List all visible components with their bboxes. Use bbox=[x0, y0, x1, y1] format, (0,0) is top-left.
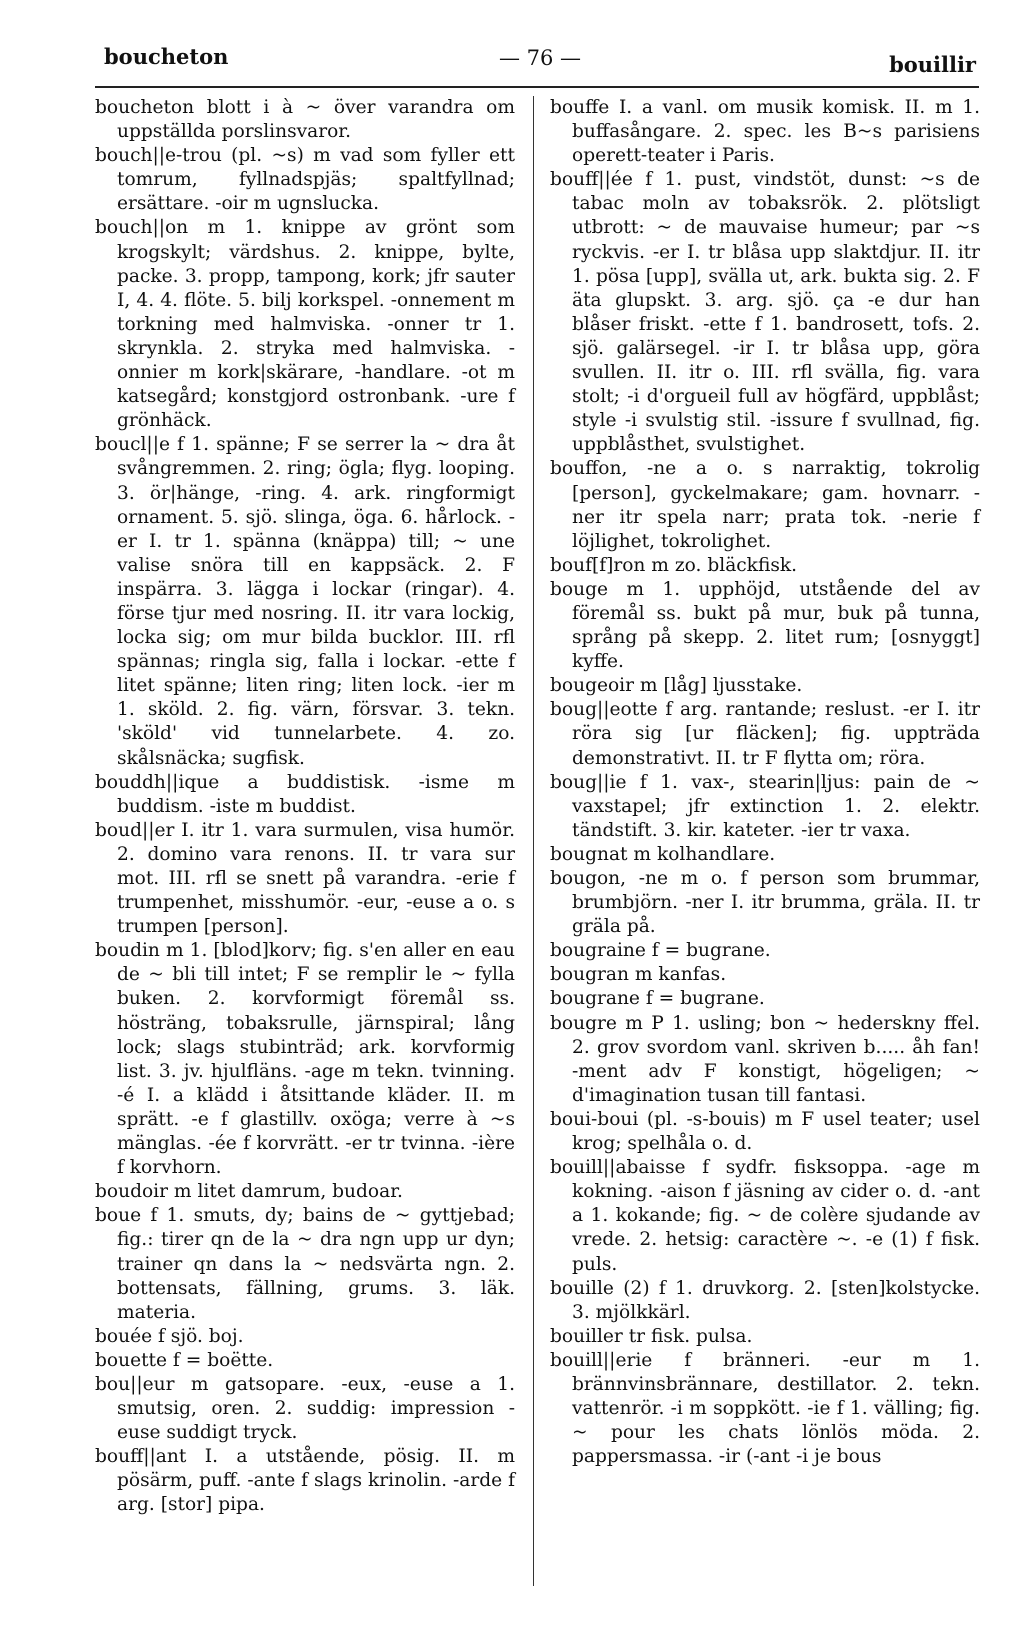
entry-bouee: bouée f sjö. boj. bbox=[95, 1325, 244, 1347]
entry-bougeotte: boug||eotte f arg. rantande; reslust. -er I. itr röra sig [ur fläcken]; fig. uppträda demonstrativt. II. tr F flytta om; röra. bbox=[550, 699, 980, 769]
entry-bougraine: bougraine f = bugrane. bbox=[550, 940, 771, 962]
left-column bbox=[95, 96, 515, 1518]
entry-bougran: bougran m kanfas. bbox=[550, 964, 727, 986]
entry-bouchon: bouch||on m 1. knippe av grönt som krogskylt; värdshus. 2. knippe, bylte, packe. 3. propp, tampong, kork; jfr sauter I, 4. 4. flöte. 5. bilj korkspel. -onnement m torkning med halmviska. -onner tr 1. skrynkla. 2. stryka med halmviska. -onnier m kork|skärare, -handlare. -ot m katsegård; konstgjord ostronbank. -ure f grönhäck. bbox=[95, 217, 515, 432]
entry-bougre: bougre m P 1. usling; bon ~ hederskny ffel. 2. grov svordom vanl. skriven b..... åh fan! -ment adv F konstigt, högeligen; ~ d'imagination tusan till fantasi. bbox=[550, 1012, 980, 1106]
entry-bouche-trou: bouch||e-trou (pl. ~s) m vad som fyller ett tomrum, fyllnadspjäs; spaltfyllnad; ersättare. -oir m ugnslucka. bbox=[95, 145, 515, 215]
entry-bouille: bouille (2) f 1. druvkorg. 2. [sten]kolstycke. 3. mjölkkärl. bbox=[550, 1277, 980, 1323]
header-rule bbox=[95, 86, 979, 88]
right-running-headword: bouillir bbox=[889, 52, 976, 77]
entry-bouge: bouge m 1. upphöjd, utstående del av föremål ss. bukt på mur, buk på tunna, språng på skepp. 2. litet rum; [osnyggt] kyffe. bbox=[550, 578, 980, 673]
entry-bougnat: bougnat m kolhandlare. bbox=[550, 843, 776, 865]
entry-bouffon: bouffon, -ne a o. s narraktig, tokrolig [person], gyckelmakare; gam. hovnarr. -ner itr spela narr; prata tok. -nerie f löjlighet, tokrolighet. bbox=[550, 458, 980, 552]
entry-bougon: bougon, -ne m o. f person som brummar, brumbjörn. -ner I. itr brumma, gräla. II. tr gräla på. bbox=[550, 868, 980, 938]
entry-bougeoir: bougeoir m [låg] ljusstake. bbox=[550, 675, 803, 697]
entry-bouiller: bouiller tr fisk. pulsa. bbox=[550, 1325, 753, 1347]
entry-bouillerie: bouill||erie f bränneri. -eur m 1. brännvinsbrännare, destillator. 2. tekn. vattenrör. -i m soppkött. -ie f 1. välling; fig. ~ pour les chats lönlös möda. 2. pappersmassa. -ir (-ant -i je bous bbox=[550, 1349, 980, 1468]
entry-bouddhique: bouddh||ique a buddistisk. -isme m buddism. -iste m buddist. bbox=[95, 771, 515, 817]
entry-boucle: boucl||e f 1. spänne; F se serrer la ~ dra åt svångremmen. 2. ring; ögla; flyg. looping. 3. ör|hänge, -ring. 4. ark. ringformigt ornament. 5. sjö. slinga, öga. 6. hårlock. -er I. tr 1. spänna (knäppa) till; ~ une valise snöra till en kappsäck. 2. F inspärra. 3. lägga i lockar (ringar). 4. förse tjur med nosring. II. itr vara lockig, locka sig; om mur bilda bucklor. III. rfl spännas; ringla sig, falla i lockar. -ette f litet spänne; liten ring; liten lock. -ier m 1. sköld. 2. fig. värn, försvar. 3. tekn. 'sköld' vid tunnelarbete. 4. zo. skålsnäcka; sugfisk. bbox=[95, 434, 515, 769]
page-header bbox=[104, 40, 976, 80]
entry-bougrane: bougrane f = bugrane. bbox=[550, 988, 765, 1010]
entry-boudoir: boudoir m litet damrum, budoar. bbox=[95, 1181, 403, 1203]
entry-bouffe: bouffe I. a vanl. om musik komisk. II. m 1. buffasångare. 2. spec. les B~s parisiens operett-teater i Paris. bbox=[550, 97, 980, 167]
entry-boucheton: boucheton blott i à ~ över varandra om uppställda porslinsvaror. bbox=[95, 97, 515, 143]
entry-bouette: bouette f = boëtte. bbox=[95, 1349, 274, 1371]
entry-boueur: bou||eur m gatsopare. -eux, -euse a 1. smutsig, oren. 2. suddig: impression -euse suddigt tryck. bbox=[95, 1373, 515, 1444]
entry-boue: boue f 1. smuts, dy; bains de ~ gyttjebad; fig.: tirer qn de la ~ dra ngn upp ur dyn; trainer qn dans la ~ nedsvärta ngn. 2. bottensats, fällning, grums. 3. läk. materia. bbox=[95, 1205, 515, 1323]
entry-bouffron: bouf[f]ron m zo. bläckfisk. bbox=[550, 554, 798, 576]
right-column bbox=[550, 96, 980, 1469]
entry-bouffee: bouff||ée f 1. pust, vindstöt, dunst: ~s de tabac moln av tobaksrök. 2. plötsligt utbrott: ~ de mauvaise humeur; par ~s ryckvis. -er I. tr blåsa upp slaktdjur. II. itr 1. pösa [upp], svälla ut, ark. bukta sig. 2. F äta glupskt. 3. arg. sjö. ça -e dur han blåser friskt. -ette f 1. bandrosett, tofs. 2. sjö. galärsegel. -ir I. tr blåsa upp, göra svullen. II. itr o. III. rfl svälla, fig. vara stolt; -i d'orgueil full av högfärd, uppblåst; style -i svulstig stil. -issure f svullnad, fig. uppblåsthet, svulstighet. bbox=[550, 169, 980, 456]
entry-bougie: boug||ie f 1. vax-, stearin|ljus: pain de ~ vaxstapel; jfr extinction 1. 2. elektr. tändstift. 3. kir. kateter. -ier tr vaxa. bbox=[550, 771, 980, 841]
column-divider bbox=[533, 96, 534, 1586]
page-number: — 76 — bbox=[498, 46, 582, 70]
entry-bouffant: bouff||ant I. a utstående, pösig. II. m pösärm, puff. -ante f slags krinolin. -arde f arg. [stor] pipa. bbox=[95, 1446, 515, 1516]
entry-bouder: boud||er I. itr 1. vara surmulen, visa humör. 2. domino vara renons. II. tr vara sur mot. III. rfl se snett på varandra. -erie f trumpenhet, misshumör. -eur, -euse a o. s trumpen [person]. bbox=[95, 819, 515, 938]
entry-bouillabaisse: bouill||abaisse f sydfr. fisksoppa. -age m kokning. -aison f jäsning av cider o. d. -ant a 1. kokande; fig. ~ de colère sjudande av vrede. 2. hetsig: caractère ~. -e (1) f fisk. puls. bbox=[550, 1157, 980, 1275]
entry-boudin: boudin m 1. [blod]korv; fig. s'en aller en eau de ~ bli till intet; F se remplir le ~ fylla buken. 2. korvformigt föremål ss. hösträng, tobaksrulle, järnspiral; lång lock; slags stubinträd; ark. korvformig list. 3. jv. hjulfläns. -age m tekn. tvinning. -é I. a klädd i åtsittande kläder. II. m sprätt. -e f glastillv. oxöga; verre à ~s mänglas. -ée f korvrätt. -er tr tvinna. -ière f korvhorn. bbox=[95, 940, 515, 1179]
left-running-headword: boucheton bbox=[104, 44, 229, 69]
entry-boui-boui: boui-boui (pl. -s-bouis) m F usel teater; usel krog; spelhåla o. d. bbox=[550, 1108, 980, 1155]
